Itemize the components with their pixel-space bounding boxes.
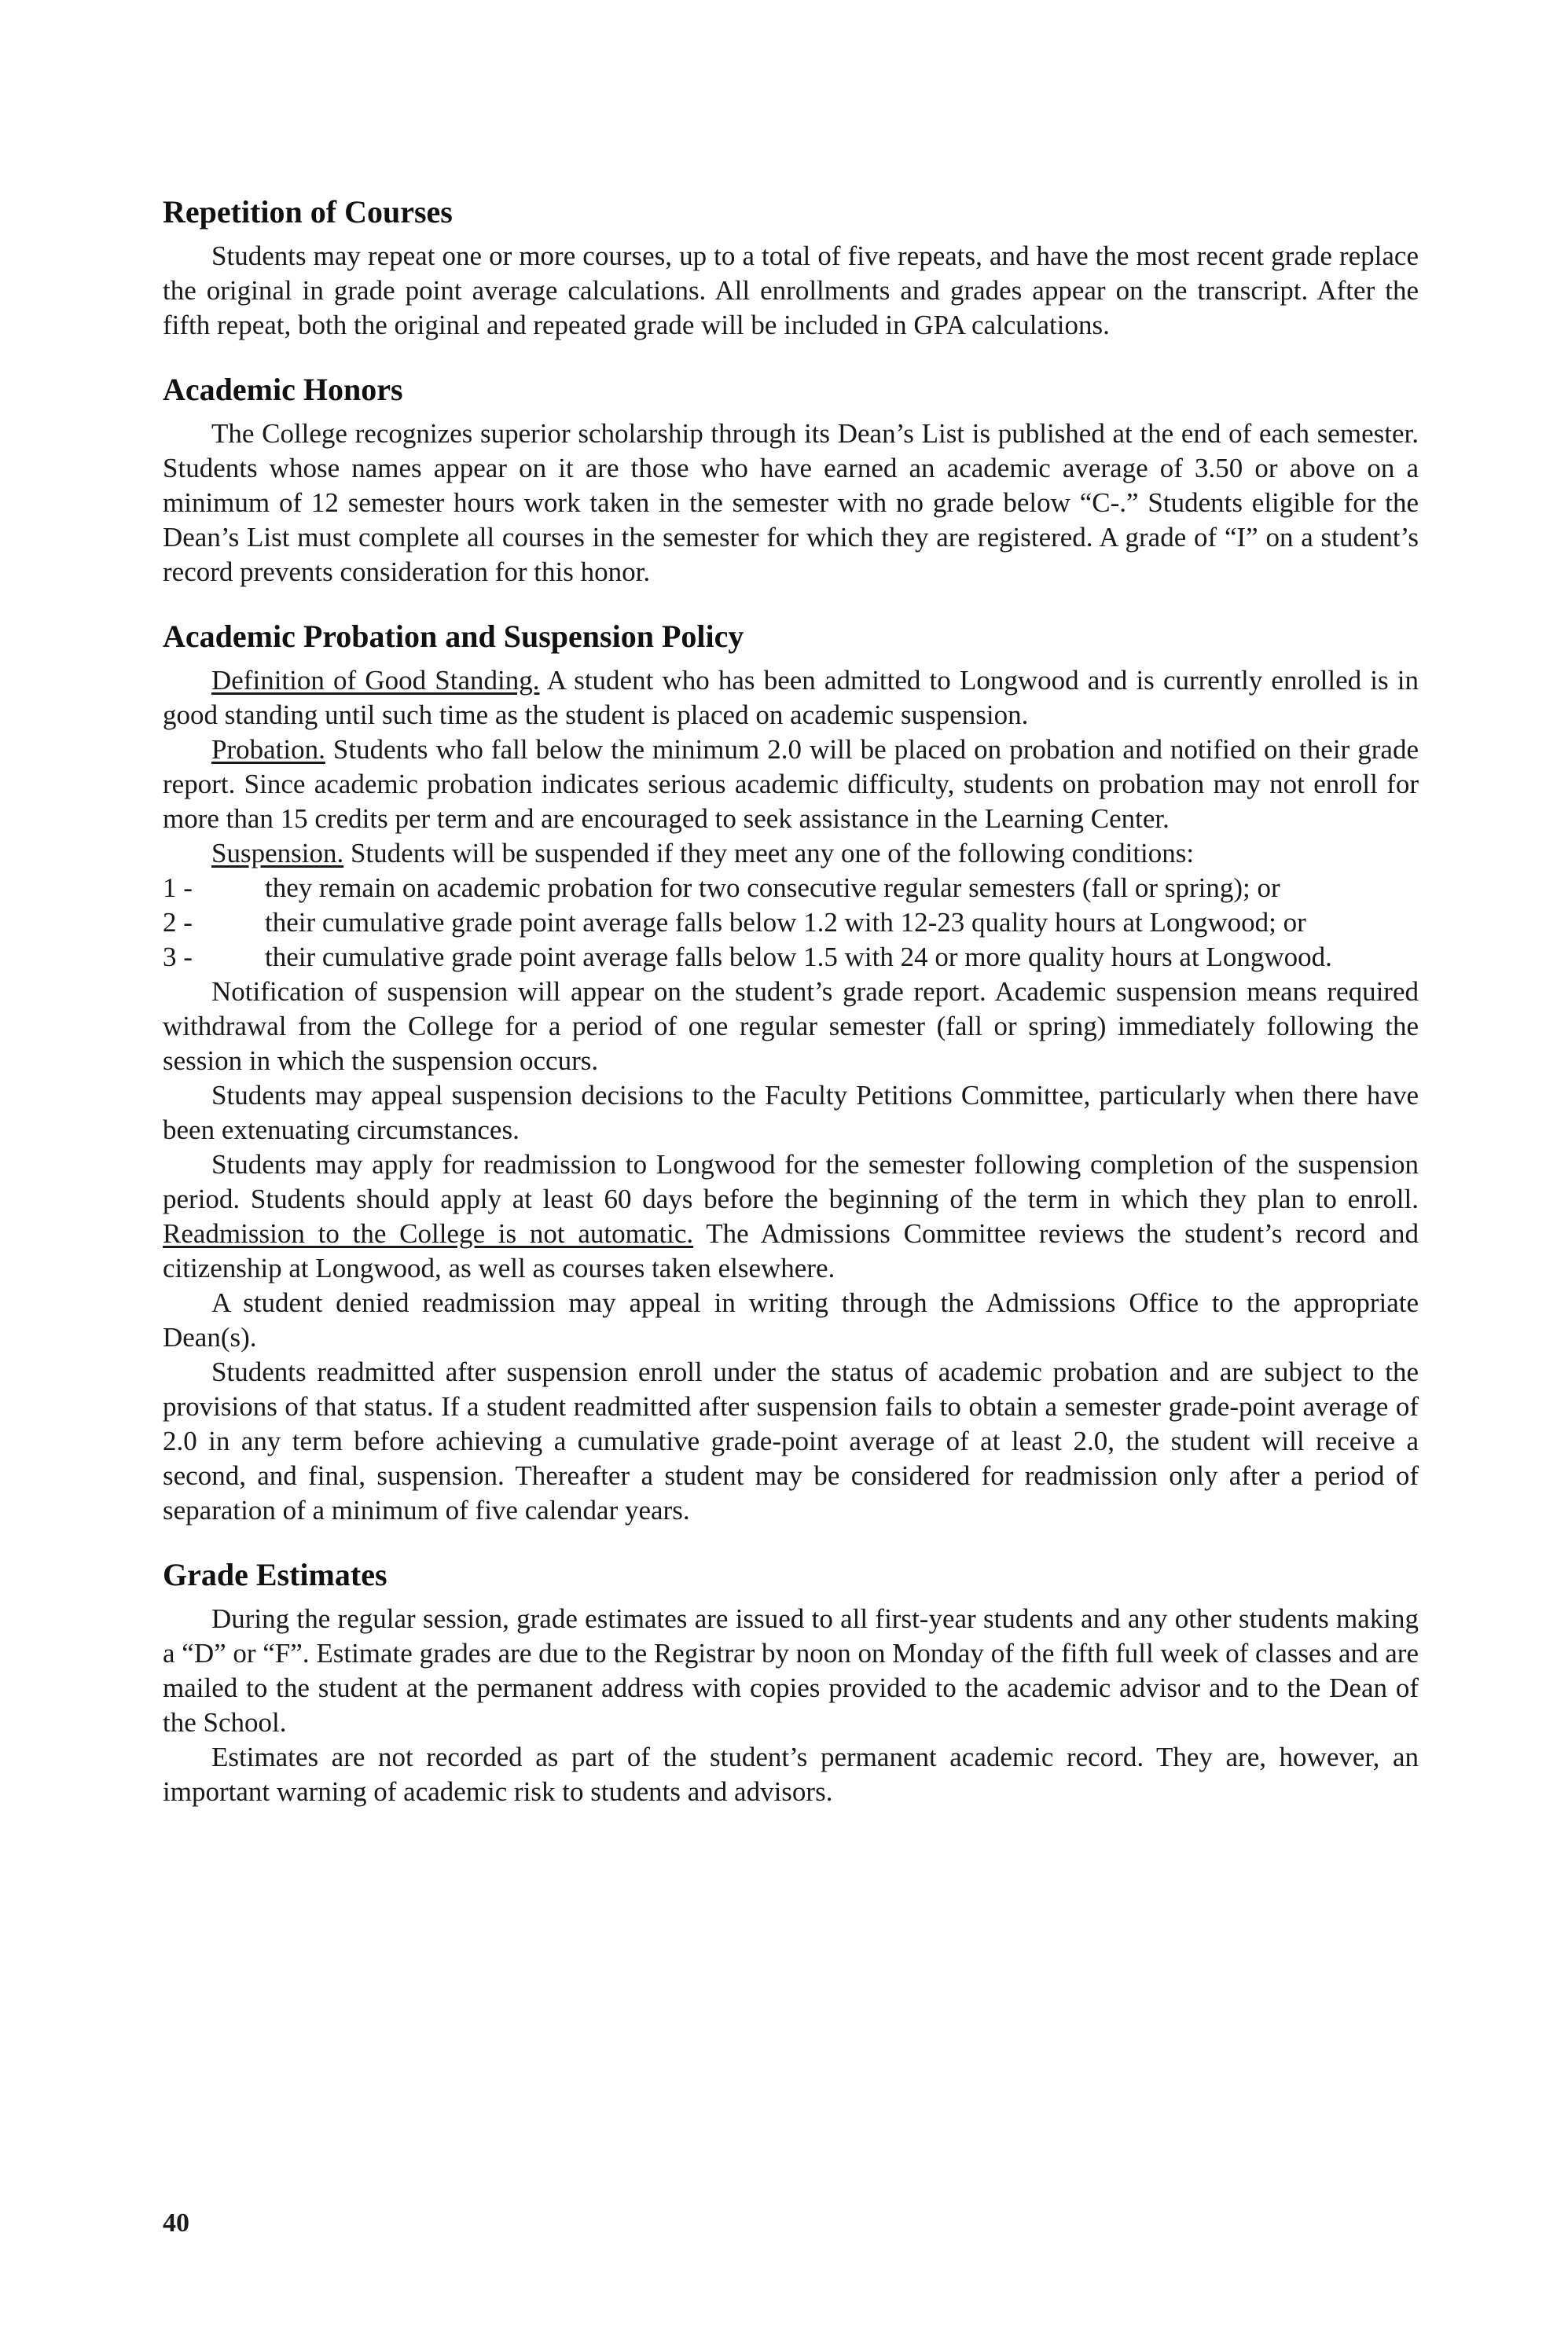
- paragraph-readmission: [163, 1147, 1419, 1286]
- paragraph-probation: [163, 733, 1419, 836]
- paragraph-suspension: [163, 836, 1419, 871]
- paragraph-readmission-denied: A student denied readmission may appeal in writing through the Admissions Office to the appropriate Dean(s).: [163, 1287, 1419, 1353]
- condition-number: 2 -: [163, 907, 193, 938]
- suspension-text: Students will be suspended if they meet any one of the following conditions:: [343, 838, 1195, 868]
- paragraph-readmitted: Students readmitted after suspension enroll under the status of academic probation and are subject to the provisions of that status. If a student readmitted after suspension fails to obtain a semester grade-point average of 2.0 in any term before achieving a cumulative grade-point average of at least 2.0, the student will receive a second, and final, suspension. Thereafter a student may be considered for readmission only after a period of separation of a minimum of five calendar years.: [163, 1357, 1419, 1526]
- section-repetition: [163, 193, 1419, 343]
- condition-text: their cumulative grade point average falls below 1.2 with 12-23 quality hours at Longwood; or: [265, 907, 1306, 938]
- readmission-text-before: Students may apply for readmission to Longwood for the semester following completion of the suspension period. Students should apply at least 60 days before the beginning of the term in which they plan to enroll.: [163, 1149, 1419, 1214]
- condition-text: their cumulative grade point average falls below 1.5 with 24 or more quality hours at Longwood.: [265, 942, 1332, 972]
- heading-repetition: Repetition of Courses: [163, 194, 453, 229]
- paragraph-good-standing: [163, 663, 1419, 733]
- condition-text: they remain on academic probation for two consecutive regular semesters (fall or spring); or: [265, 872, 1280, 903]
- good-standing-label: Definition of Good Standing.: [211, 665, 540, 696]
- readmission-not-automatic: Readmission to the College is not automatic.: [163, 1218, 694, 1249]
- paragraph-estimates-1: During the regular session, grade estimates are issued to all first-year students and any other students making a “D” or “F”. Estimate grades are due to the Registrar by noon on Monday of the fifth full week of classes and are mailed to the student at the permanent address with copies provided to the academic advisor and to the Dean of the School.: [163, 1603, 1419, 1738]
- section-estimates: [163, 1556, 1419, 1809]
- heading-estimates: Grade Estimates: [163, 1557, 387, 1592]
- paragraph-estimates-2: Estimates are not recorded as part of the student’s permanent academic record. They are, however, an important warning of academic risk to students and advisors.: [163, 1742, 1419, 1807]
- heading-probation: Academic Probation and Suspension Policy: [163, 619, 744, 654]
- condition-item: [163, 871, 1419, 905]
- section-honors: [163, 371, 1419, 589]
- readmission-text-after: The Admissions Committee reviews the student’s record and citizenship at Longwood, as well as courses taken elsewhere.: [163, 1218, 1419, 1283]
- condition-number: 1 -: [163, 872, 193, 903]
- paragraph-repetition: Students may repeat one or more courses, up to a total of five repeats, and have the most recent grade replace the original in grade point average calculations. All enrollments and grades appear on the transcript. After the fifth repeat, both the original and repeated grade will be included in GPA calculations.: [163, 241, 1419, 340]
- paragraph-appeal: Students may appeal suspension decisions to the Faculty Petitions Committee, particularly when there have been extenuating circumstances.: [163, 1080, 1419, 1145]
- probation-label: Probation.: [211, 734, 325, 765]
- paragraph-notification: Notification of suspension will appear on the student’s grade report. Academic suspension means required withdrawal from the College for a period of one regular semester (fall or spring) immediately following the session in which the suspension occurs.: [163, 976, 1419, 1076]
- page-number: 40: [163, 2209, 189, 2238]
- paragraph-honors: The College recognizes superior scholarship through its Dean’s List is published at the end of each semester. Students whose names appear on it are those who have earned an academic average of 3.50 or above on a minimum of 12 semester hours work taken in the semester with no grade below “C-.” Students eligible for the Dean’s List must complete all courses in the semester for which they are registered. A grade of “I” on a student’s record prevents consideration for this honor.: [163, 418, 1419, 587]
- probation-text: Students who fall below the minimum 2.0 will be placed on probation and notified on their grade report. Since academic probation indicates serious academic difficulty, students on probation may not enroll for more than 15 credits per term and are encouraged to seek assistance in the Learning Center.: [163, 734, 1419, 834]
- good-standing-text: A student who has been admitted to Longwood and is currently enrolled is in good standing until such time as the student is placed on academic suspension.: [163, 665, 1419, 730]
- page-content: [163, 193, 1419, 1838]
- heading-honors: Academic Honors: [163, 372, 403, 407]
- condition-number: 3 -: [163, 942, 193, 972]
- condition-item: [163, 940, 1419, 975]
- suspension-label: Suspension.: [211, 838, 344, 868]
- section-probation: [163, 618, 1419, 1528]
- condition-item: [163, 905, 1419, 940]
